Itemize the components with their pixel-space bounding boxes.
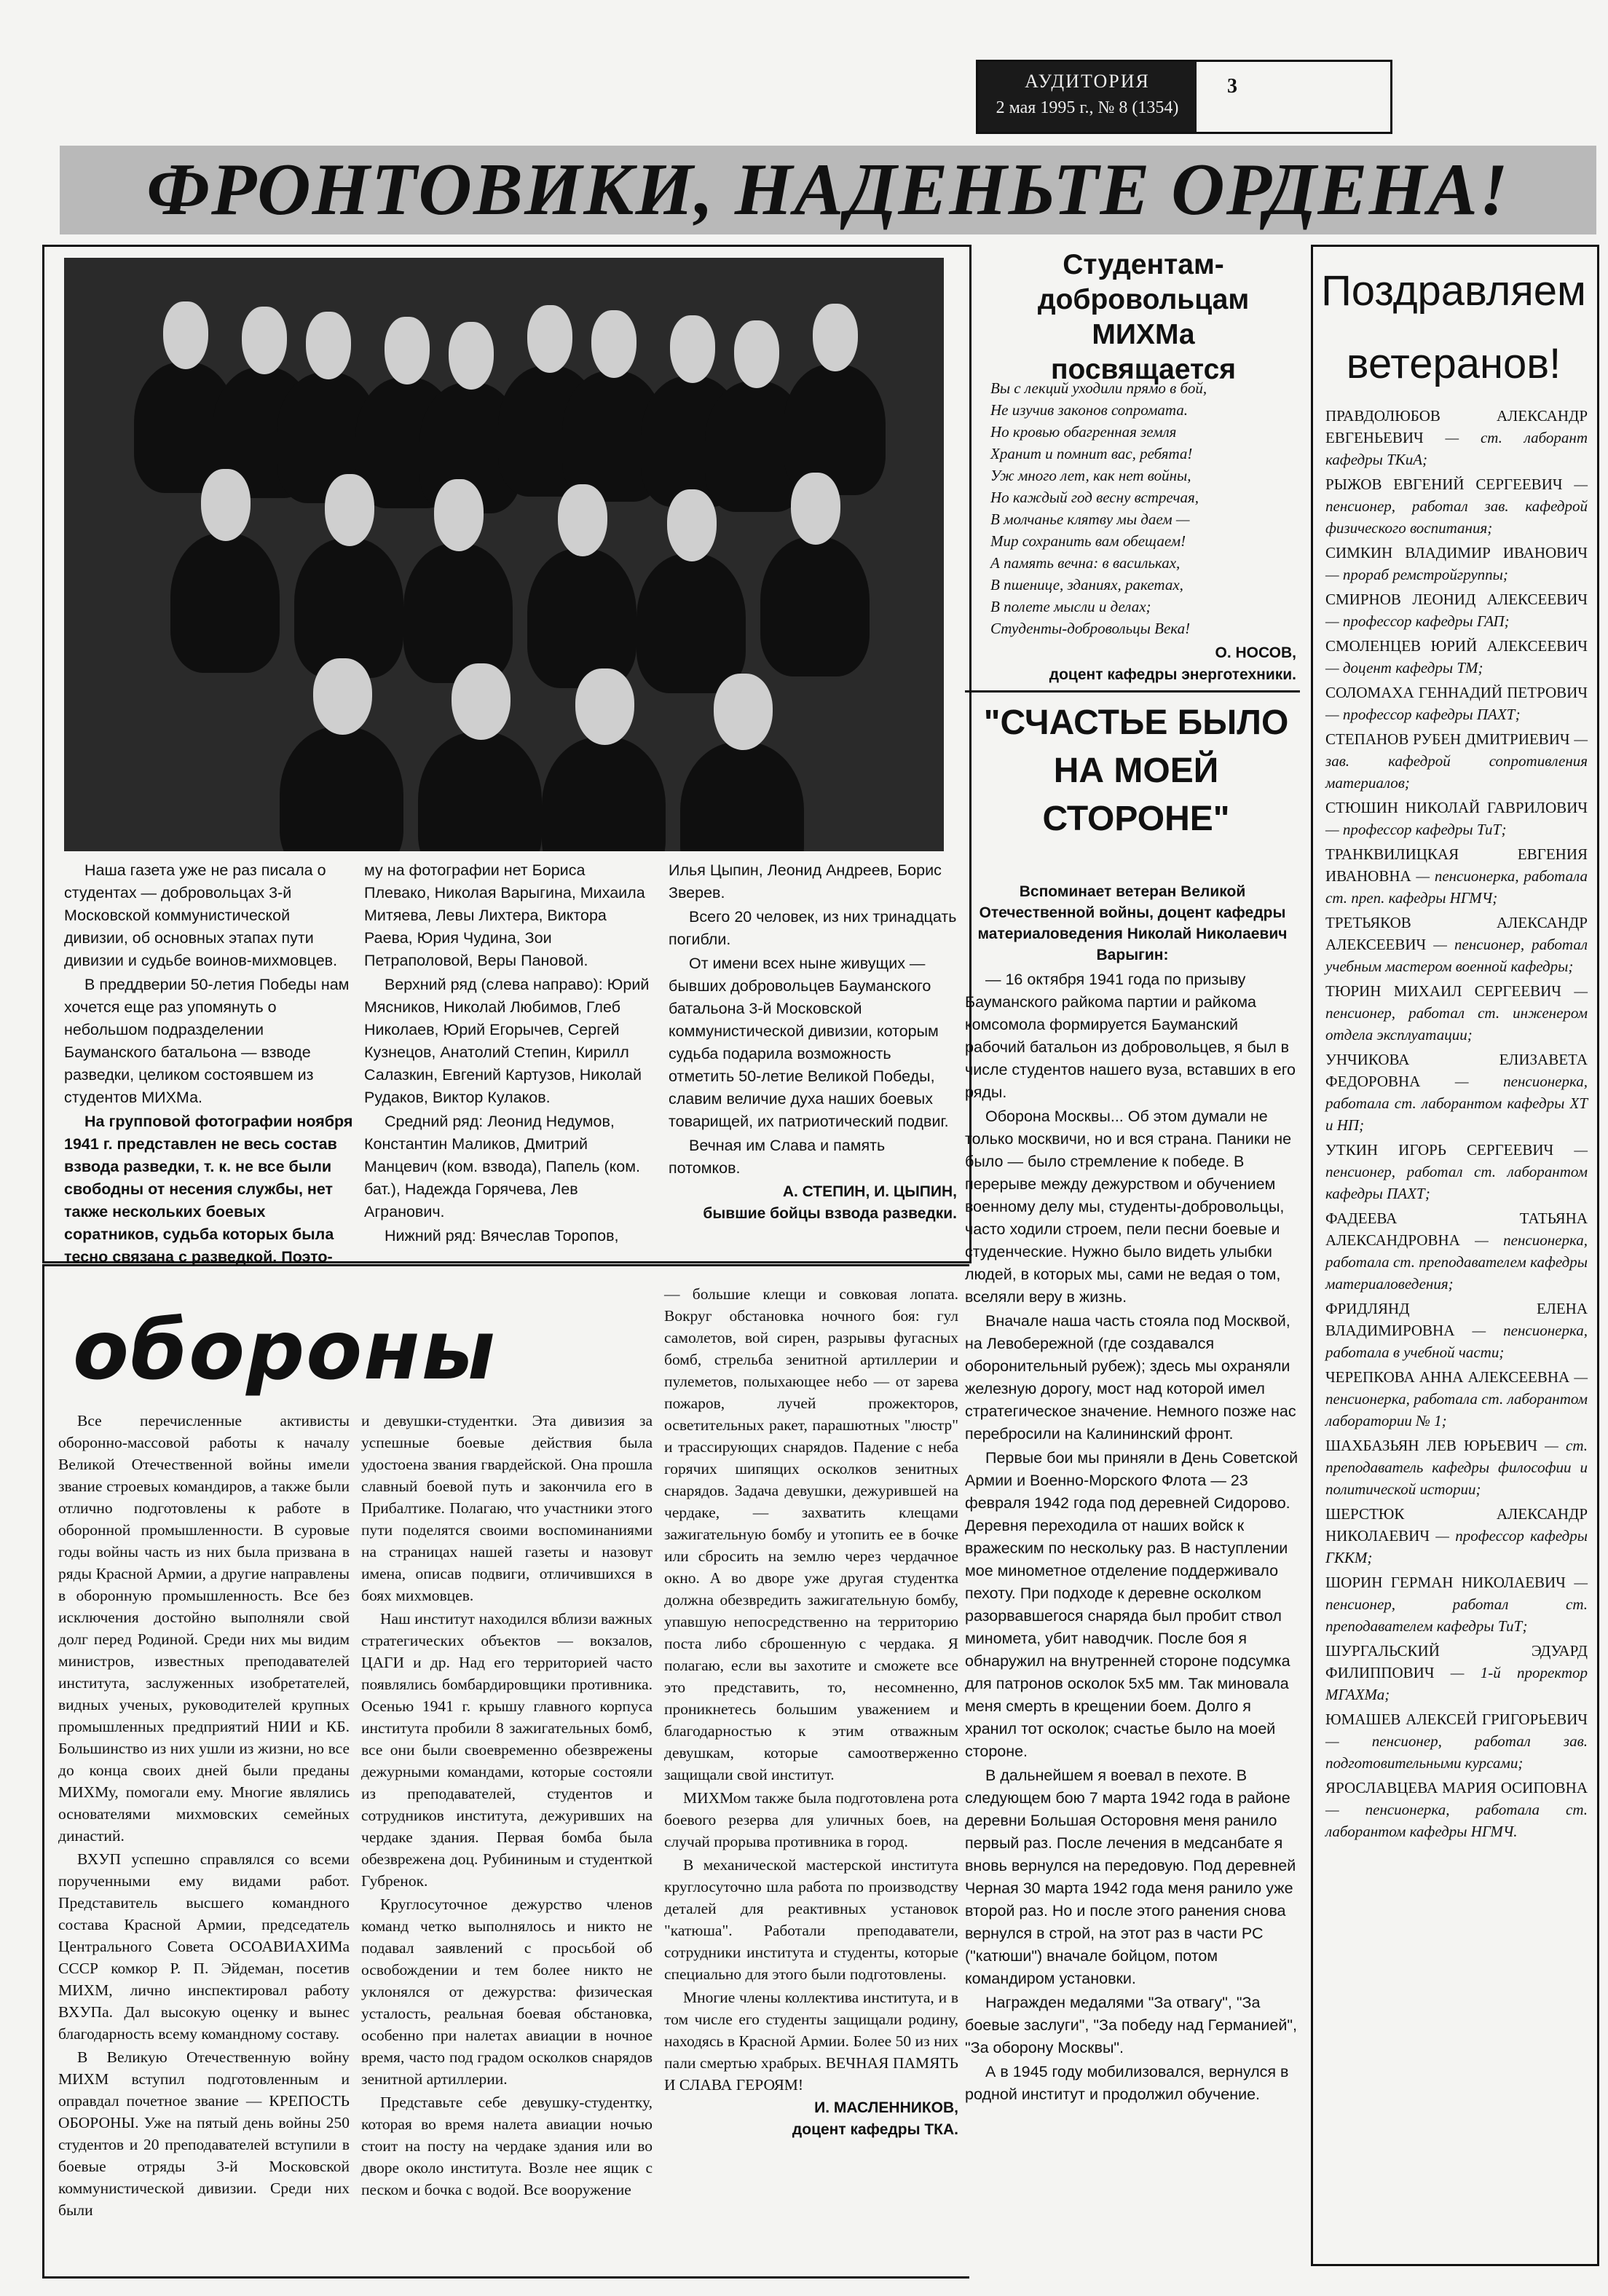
veteran-description: — профессор кафедры ГАП; — [1325, 612, 1510, 630]
veteran-entry — [1325, 635, 1588, 679]
veteran-description: — 1-й проректор МГАХМа; — [1325, 1664, 1588, 1703]
person-silhouette — [170, 533, 280, 673]
veteran-name: СИМКИН ВЛАДИМИР ИВАНОВИЧ — [1325, 544, 1588, 561]
person-silhouette — [680, 742, 804, 852]
person-face — [734, 320, 779, 388]
veteran-entry — [1325, 405, 1588, 470]
veteran-name: УНЧИКОВА ЕЛИЗАВЕТА ФЕДОРОВНА — [1325, 1051, 1588, 1090]
veteran-entry — [1325, 1139, 1588, 1204]
paragraph: В Великую Отечественную войну МИХМ вступил подготовленным и оправдал почетное звание — КРЕПОСТЬ ОБОРОНЫ. Уже на пятый день войны 250 студентов и 20 преподавателей вступили в боевые отряды 3-й Московской коммунистической дивизии. Среди них были — [58, 2048, 350, 2219]
memoir-title: "СЧАСТЬЕ БЫЛО НА МОЕЙ СТОРОНЕ" — [983, 703, 1289, 838]
headline-text: ФРОНТОВИКИ, НАДЕНЬТЕ ОРДЕНА! — [146, 149, 1510, 231]
veteran-entry — [1325, 1503, 1588, 1569]
poem-line: Но каждый год весну встречая, — [990, 489, 1199, 506]
veteran-entry — [1325, 728, 1588, 794]
person-silhouette — [760, 537, 870, 676]
paragraph: му на фотографии нет Бориса Плевако, Николая Варыгина, Михаила Митяева, Левы Лихтера, Виктора Раева, Юрия Чудина, Зои Петраполовой, Веры Пановой. — [364, 861, 645, 969]
paragraph: В дальнейшем я воевал в пехоте. В следующем бою 7 марта 1942 года в районе деревни Большая Осторовня меня ранило первый раз. После лечения в медсанбате я вновь вернулся на передовую. Под деревней Черная 30 марта 1942 года меня ранило уже второй раз. Но и после этого ранения снова вернулся в строй, на этот раз в части РС ("катюши") вначале бойцом, потом командиром установки. — [965, 1767, 1296, 1987]
person-face — [306, 312, 351, 379]
veteran-description: — пенсионерка, работала ст. преп. кафедры НГМЧ; — [1325, 867, 1588, 907]
veteran-entry — [1325, 1435, 1588, 1500]
veteran-name: СТЕПАНОВ РУБЕН ДМИТРИЕВИЧ — [1325, 730, 1570, 748]
paragraph: На групповой фотографии ноября 1941 г. представлен не весь состав взвода разведки, т. к. не все были свободны от несения службы, нет также нескольких боевых соратников, судьба которых была тесно связана с разведкой. Поэто- — [64, 1113, 353, 1266]
paragraph: — 16 октября 1941 года по призыву Бауманского райкома партии и райкома комсомола формируется Бауманский рабочий батальон из добровольцев, я был в числе студентов нашего вуза, вставших в его ряды. — [965, 971, 1296, 1101]
paragraph: Круглосуточное дежурство членов команд четко выполнялось и никто не подавал заявлений с просьбой об освобождении и тем более никто не уклонялся от дежурства: физическая усталость, реальная боевая обстановка, особенно при налетах авиации в ночное время, часто под градом осколков снарядов зенитной артиллерии. — [361, 1895, 653, 2088]
veteran-description: — пенсионерка, работала ст. преподавателем кафедры материаловедения; — [1325, 1231, 1588, 1293]
veteran-description: — ст. преподаватель кафедры философии и политической истории; — [1325, 1437, 1588, 1498]
veteran-entry — [1325, 542, 1588, 585]
paragraph: — большие клещи и совковая лопата. Вокруг обстановка ночного боя: гул самолетов, вой сирен, разрывы фугасных бомб, стрельба зенитной артиллерии и пулеметов, полыхающее небо — от зарева пожаров, лучей прожекторов, осветительных ракет, парашютных "люстр" и трассирующих снарядов. Падение с неба горячих шипящих осколков зенитных снарядов. Задача девушки, дежурившей на чердаке, — захватить клещами зажигательную бомбу и утопить ее в бочке или сбросить на землю через чердачное окно. А во дворе уже другая студентка должна обезвредить зажигательную бомбу, упавшую непосредственно на территорию поста либо сброшенную с чердака. Я полагаю, если вы захотите и сможете все это представить, то, несомненно, проникнетесь большим уважением и благодарностью к этим отважным девушкам, которые самоотверженно защищали свой институт. — [664, 1285, 958, 1783]
person-face — [242, 307, 287, 374]
person-silhouette — [403, 543, 513, 683]
poem-line: В молчанье клятву мы даем — — [990, 510, 1190, 528]
photo-article-col1 — [64, 859, 355, 1270]
person-silhouette — [294, 538, 403, 678]
masthead — [976, 60, 1392, 134]
paragraph: В механической мастерской института круглосуточно шла работа по производству деталей для реактивных установок "катюша". Работали преподаватели, сотрудники института и студенты, которые специально для этого были подготовлены. — [664, 1856, 958, 1983]
veteran-description: — пенсионерка, работала в учебной части; — [1325, 1322, 1588, 1361]
veteran-name: РЫЖОВ ЕВГЕНИЙ СЕРГЕЕВИЧ — [1325, 476, 1563, 493]
person-face — [452, 663, 511, 740]
person-silhouette — [527, 548, 636, 688]
paragraph: А в 1945 году мобилизовался, вернулся в родной институт и продолжил обучение. — [965, 2063, 1289, 2103]
veteran-entry — [1325, 473, 1588, 539]
veteran-name: ФАДЕЕВА ТАТЬЯНА АЛЕКСАНДРОВНА — [1325, 1210, 1588, 1249]
person-face — [558, 484, 607, 556]
paragraph: Многие члены коллектива института, и в том числе его студенты защищали родину, находясь в Красной Армии. Более 50 из них пали смертью храбрых. ВЕЧНАЯ ПАМЯТЬ И СЛАВА ГЕРОЯМ! — [664, 1989, 958, 2094]
veteran-name: СМОЛЕНЦЕВ ЮРИЙ АЛЕКСЕЕВИЧ — [1325, 637, 1588, 655]
veteran-name: ТРАНКВИЛИЦКАЯ ЕВГЕНИЯ ИВАНОВНА — [1325, 845, 1588, 885]
newspaper-title: АУДИТОРИЯ — [1025, 71, 1150, 92]
person-face — [385, 317, 430, 384]
veteran-name: ПРАВДОЛЮБОВ АЛЕКСАНДР ЕВГЕНЬЕВИЧ — [1325, 407, 1588, 446]
paragraph: Средний ряд: Леонид Недумов, Константин Маликов, Дмитрий Манцевич (ком. взвода), Папель (ком. бат.), Надежда Горячева, Лев Агранович. — [364, 1113, 640, 1220]
poem-line: Хранит и помнит вас, ребята! — [990, 445, 1193, 462]
paragraph: От имени всех ныне живущих — бывших добровольцев Бауманского батальона 3-й Московской коммунистической дивизии, которым судьба подарила возможность отметить 50-летие Великой Победы, славим величие духа наших боевых товарищей, их патриотический подвиг. — [669, 955, 949, 1130]
photo-article-col2 — [364, 859, 655, 1249]
veteran-name: ШЕРСТЮК АЛЕКСАНДР НИКОЛАЕВИЧ — [1325, 1505, 1588, 1545]
poem-author-role: доцент кафедры энерготехники. — [1049, 666, 1296, 683]
defense-col3 — [664, 1283, 958, 2141]
veteran-description: — пенсионер, работал зав. кафедрой физического воспитания; — [1325, 476, 1588, 537]
defense-col2 — [361, 1410, 653, 2202]
person-face — [325, 474, 374, 546]
veteran-description: — профессор кафедры ТиТ; — [1325, 821, 1507, 838]
veteran-name: ТРЕТЬЯКОВ АЛЕКСАНДР АЛЕКСЕЕВИЧ — [1325, 914, 1588, 953]
person-face — [527, 305, 572, 373]
veteran-entry — [1325, 682, 1588, 725]
memoir-body — [965, 968, 1300, 2107]
veteran-description: — пенсионерка, работала ст. лаборантом кафедры НГМЧ. — [1325, 1801, 1588, 1840]
veteran-description: — пенсионер, работал учебным мастером военной кафедры; — [1325, 936, 1588, 975]
signature: И. МАСЛЕННИКОВ, — [814, 2099, 958, 2116]
veterans-title: Поздравляем ветеранов! — [1321, 267, 1586, 387]
person-face — [813, 304, 858, 371]
paragraph: В преддверии 50-летия Победы нам хочется еще раз упомянуть о небольшом подразделении Бауманского батальона — взводе разведки, целиком состоявшем из студентов МИХМа. — [64, 976, 350, 1106]
paragraph: Вначале наша часть стояла под Москвой, на Левобережной (где создавался оборонительный рубеж); здесь мы охраняли железную дорогу, мост над которой имел стратегическое значение. Немного позже нас перебросили на Калининский фронт. — [965, 1312, 1296, 1443]
veteran-name: ЧЕРЕПКОВА АННА АЛЕКСЕЕВНА — [1325, 1368, 1570, 1386]
photo-article-col3 — [669, 859, 957, 1225]
person-face — [714, 674, 773, 750]
person-silhouette — [784, 364, 886, 495]
defense-col1 — [58, 1410, 350, 2222]
veteran-entry — [1325, 1049, 1588, 1136]
veteran-description: — профессор кафедры ГККМ; — [1325, 1527, 1588, 1566]
veteran-name: СМИРНОВ ЛЕОНИД АЛЕКСЕЕВИЧ — [1325, 591, 1588, 608]
signature-role: бывшие бойцы взвода разведки. — [703, 1205, 957, 1222]
veteran-name: ЮМАШЕВ АЛЕКСЕЙ ГРИГОРЬЕВИЧ — [1325, 1711, 1588, 1728]
veteran-entry — [1325, 1640, 1588, 1705]
person-silhouette — [636, 553, 746, 693]
person-face — [434, 479, 484, 551]
veteran-name: ЯРОСЛАВЦЕВА МАРИЯ ОСИПОВНА — [1325, 1779, 1588, 1796]
paragraph: Первые бои мы приняли в День Советской Армии и Военно-Морского Флота — 23 февраля 1942 года под деревней Сидорово. Деревня переходила от наших войск к вражеским по нескольку раз. В наступлении мое минометное отделение поддерживало пехоту. При подходе к деревне осколком разорвавшегося снаряда был пробит ствол миномета, убит наводчик. После боя я обнаружил на внутренней стороне подсумка для патронов осколок 5x5 мм. Так миновала меня смерть в крещении боем. Долго я хранил тот осколок; счастье было на моей стороне. — [965, 1449, 1298, 1760]
person-silhouette — [418, 732, 542, 852]
paragraph: Наша газета уже не раз писала о студентах — добровольцах 3-й Московской коммунистической дивизии, об основных этапах пути дивизии и судьбе воинов-михмовцев. — [64, 861, 338, 969]
poem-line: В пшенице, зданиях, ракетах, — [990, 576, 1183, 593]
paragraph: Нижний ряд: Вячеслав Торопов, — [385, 1227, 619, 1244]
veteran-entry — [1325, 797, 1588, 840]
veteran-entry — [1325, 1207, 1588, 1295]
poem-line: Уж много лет, как нет войны, — [990, 467, 1191, 484]
veteran-description: — зав. кафедрой сопротивления материалов; — [1325, 730, 1588, 792]
poem-line: Мир сохранить вам обещаем! — [990, 532, 1186, 550]
signature: А. СТЕПИН, И. ЦЫПИН, — [782, 1183, 957, 1200]
paragraph: Наш институт находился вблизи важных стратегических объектов — вокзалов, ЦАГИ и др. Над его территорией часто появлялись бомбардировщики противника. Осенью 1941 г. крышу главного корпуса института пробили 8 зажигательных бомб, все они были своевременно обезврежены дежурными командами, которые состояли из преподавателей, студентов и сотрудников института, дежуривших на чердаке здания. Первая бомба была обезврежена доц. Рубининым и студенткой Губренок. — [361, 1610, 653, 1890]
person-face — [575, 668, 634, 745]
person-face — [791, 473, 840, 545]
poem-line: Но кровью обагренная земля — [990, 423, 1177, 441]
veteran-entry — [1325, 1366, 1588, 1432]
veteran-entry — [1325, 980, 1588, 1046]
veteran-name: ФРИДЛЯНД ЕЛЕНА ВЛАДИМИРОВНА — [1325, 1300, 1588, 1339]
defense-article-title: обороны — [73, 1303, 497, 1398]
poem-text — [990, 377, 1296, 639]
paragraph: Верхний ряд (слева направо): Юрий Мясников, Николай Любимов, Глеб Николаев, Юрий Егорычев, Сергей Кузнецов, Анатолий Степин, Кирилл Салазкин, Евгений Картузов, Николай Рудаков, Виктор Кулаков. — [364, 976, 650, 1106]
veteran-description: — пенсионер, работал зав. подготовительными курсами; — [1325, 1732, 1588, 1772]
divider — [965, 690, 1300, 693]
paragraph: МИХМом также была подготовлена рота боевого резерва для уличных боев, на случай прорыва противника в город. — [664, 1789, 958, 1850]
poem-signature-block — [976, 642, 1296, 686]
veteran-description: — пенсионерка, работала ст. лаборантом лаборатории № 1; — [1325, 1368, 1588, 1429]
veteran-name: СОЛОМАХА ГЕННАДИЙ ПЕТРОВИЧ — [1325, 684, 1588, 701]
person-face — [670, 315, 715, 383]
poem-line: А память вечна: в васильках, — [990, 554, 1181, 572]
person-face — [591, 310, 636, 378]
poem-title: Студентам-добровольцам МИХМа посвящается — [1037, 249, 1250, 385]
veteran-description: — пенсионер, работал ст. преподавателем кафедры ТиТ; — [1325, 1574, 1588, 1635]
veteran-entry — [1325, 912, 1588, 977]
veteran-name: ШОРИН ГЕРМАН НИКОЛАЕВИЧ — [1325, 1574, 1566, 1591]
memoir-lead: Вспоминает ветеран Великой Отечественной войны, доцент кафедры материаловедения Николай Николаевич Варыгин: — [977, 883, 1288, 963]
person-face — [163, 301, 208, 369]
veteran-entry — [1325, 1571, 1588, 1637]
veteran-name: ШУРГАЛЬСКИЙ ЭДУАРД ФИЛИППОВИЧ — [1325, 1642, 1588, 1681]
headline-banner — [60, 146, 1596, 234]
veteran-name: СТЮШИН НИКОЛАЙ ГАВРИЛОВИЧ — [1325, 799, 1588, 816]
paragraph: и девушки-студентки. Эта дивизия за успешные боевые действия была удостоена звания гвардейской. Она прошла славный боевой путь и закончила его в Прибалтике. Полагаю, что участники этого пути поделятся своими воспоминаниями на страницах нашей газеты и назовут имена, описав подвиги, отличившихся в боях михмовцев. — [361, 1412, 653, 1604]
veteran-entry — [1325, 1777, 1588, 1842]
veteran-entry — [1325, 1708, 1588, 1774]
paragraph: Все перечисленные активисты оборонно-массовой работы к началу Великой Отечественной войны имели звание строевых командиров, а также были отлично подготовлены к работе в оборонной промышленности. В суровые годы войны часть из них была призвана в ряды Красной Армии, а другие направлены в оборонную промышленность. Все без исключения достойно выполняли свой долг перед Родиной. Среди них мы видим министров, известных преподавателей института, заслуженных изобретателей, видных ученых, руководителей крупных промышленных предприятий НИИ и КБ. Большинство из них ушли из жизни, но все до конца своих дней были преданы МИХМу, помогали ему. Многие являлись основателями михмовских семейных династий. — [58, 1412, 350, 1845]
veteran-description: — ст. лаборант кафедры ТКиА; — [1325, 429, 1588, 468]
paragraph: Награжден медалями "За отвагу", "За боевые заслуги", "За победу над Германией", "За оборону Москвы". — [965, 1994, 1297, 2056]
veteran-description: — доцент кафедры ТМ; — [1325, 659, 1483, 676]
paragraph: Вечная им Слава и память потомков. — [669, 1137, 886, 1177]
veterans-list — [1325, 405, 1588, 1845]
poem-line: В полете мысли и делах; — [990, 598, 1151, 615]
poem-line: Вы с лекций уходили прямо в бой, — [990, 379, 1207, 397]
veteran-description: — пенсионерка, работала ст. лаборантом кафедры ХТ и НП; — [1325, 1073, 1588, 1134]
signature-role: доцент кафедры ТКА. — [792, 2121, 958, 2138]
poem-line: Студенты-добровольцы Века! — [990, 620, 1191, 637]
veteran-description: — пенсионер, работал ст. лаборантом кафедры ПАХТ; — [1325, 1141, 1588, 1202]
veteran-description: — профессор кафедры ПАХТ; — [1325, 706, 1521, 723]
paragraph: Всего 20 человек, из них тринадцать погибли. — [669, 908, 957, 948]
person-face — [313, 658, 372, 735]
veteran-entry — [1325, 1298, 1588, 1363]
person-face — [449, 322, 494, 390]
paragraph: ВХУП успешно справлялся со всеми порученными ему видами работ. Представитель высшего командного состава Красной Армии, председатель Центрального Совета ОСОАВИАХИМа СССР комкор Р. П. Эйдеман, посетив МИХМ, лично инспектировал работу ВХУПа. Дал высокую оценку и вынес благодарность всему командному составу. — [58, 1850, 350, 2043]
paragraph: Представьте себе девушку-студентку, которая во время налета авиации ночью стоит на посту на чердаке здания или во дворе около института. Возле нее ящик с песком и бочка с водой. Все вооружение — [361, 2094, 653, 2198]
veteran-name: ШАХБАЗЬЯН ЛЕВ ЮРЬЕВИЧ — [1325, 1437, 1537, 1454]
veteran-name: УТКИН ИГОРЬ СЕРГЕЕВИЧ — [1325, 1141, 1554, 1159]
person-face — [667, 489, 717, 561]
page-number: 3 — [1227, 75, 1237, 98]
issue-date: 2 мая 1995 г., № 8 (1354) — [996, 98, 1179, 117]
veteran-name: ТЮРИН МИХАИЛ СЕРГЕЕВИЧ — [1325, 982, 1561, 1000]
veteran-entry — [1325, 843, 1588, 909]
person-silhouette — [542, 737, 666, 852]
masthead-box — [978, 62, 1197, 132]
person-face — [201, 469, 251, 541]
poem-line: Не изучив законов сопромата. — [990, 401, 1189, 419]
veteran-description: — прораб ремстройгруппы; — [1325, 566, 1508, 583]
veteran-description: — пенсионер, работал ст. инженером отдела эксплуатации; — [1325, 982, 1588, 1044]
person-silhouette — [280, 727, 403, 852]
paragraph: Оборона Москвы... Об этом думали не только москвичи, но и вся страна. Паники не было — было стремление к победе. В перерыве между дежурством и обучением военному делу мы, студенты-добровольцы, часто ходили строем, пели песни боевые и студенческие. Нужно было видеть улыбки людей, в которых мы, сами не ведая о том, вселяли веру в жизнь. — [965, 1108, 1292, 1306]
poem-author: О. НОСОВ, — [1215, 644, 1296, 661]
group-photo — [64, 258, 944, 851]
paragraph: Илья Цыпин, Леонид Андреев, Борис Зверев. — [669, 861, 942, 902]
veteran-entry — [1325, 588, 1588, 632]
